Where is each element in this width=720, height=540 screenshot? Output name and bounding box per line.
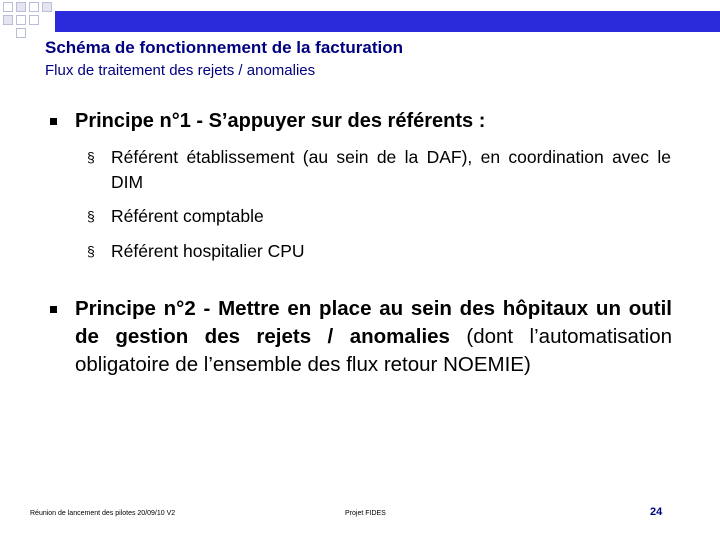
- principle-2-bold: Principe n°2 - Mettre en place au sein des hôpitaux un outil de gestion des rejets / anomalies: [75, 297, 672, 348]
- page-number: 24: [650, 506, 663, 518]
- section-sign-bullet-icon: §: [87, 243, 95, 259]
- header-bar: [55, 11, 720, 32]
- bullet-square-icon: [50, 118, 57, 125]
- principle-2-text: [75, 295, 672, 379]
- slide-subtitle: Flux de traitement des rejets / anomalies: [45, 62, 316, 79]
- footer-project-label: Projet FIDES: [345, 510, 386, 517]
- principle-2-detail: (dont l’automatisation obligatoire de l’ensemble des flux retour NOEMIE): [75, 325, 672, 376]
- footer-meeting-label: Réunion de lancement des pilotes 20/09/10 V2: [30, 510, 176, 517]
- decorative-squares: [0, 0, 60, 42]
- principle-1-item: Référent hospitalier CPU: [111, 241, 305, 261]
- principle-1-title: Principe n°1 - S’appuyer sur des référents :: [75, 110, 486, 132]
- slide-title: Schéma de fonctionnement de la facturation: [45, 38, 404, 57]
- section-sign-bullet-icon: §: [87, 208, 95, 224]
- principle-1-item: Référent comptable: [111, 206, 264, 226]
- bullet-square-icon: [50, 306, 57, 313]
- principle-1-item: Référent établissement (au sein de la DAF), en coordination avec le DIM: [111, 147, 671, 192]
- section-sign-bullet-icon: §: [87, 149, 95, 165]
